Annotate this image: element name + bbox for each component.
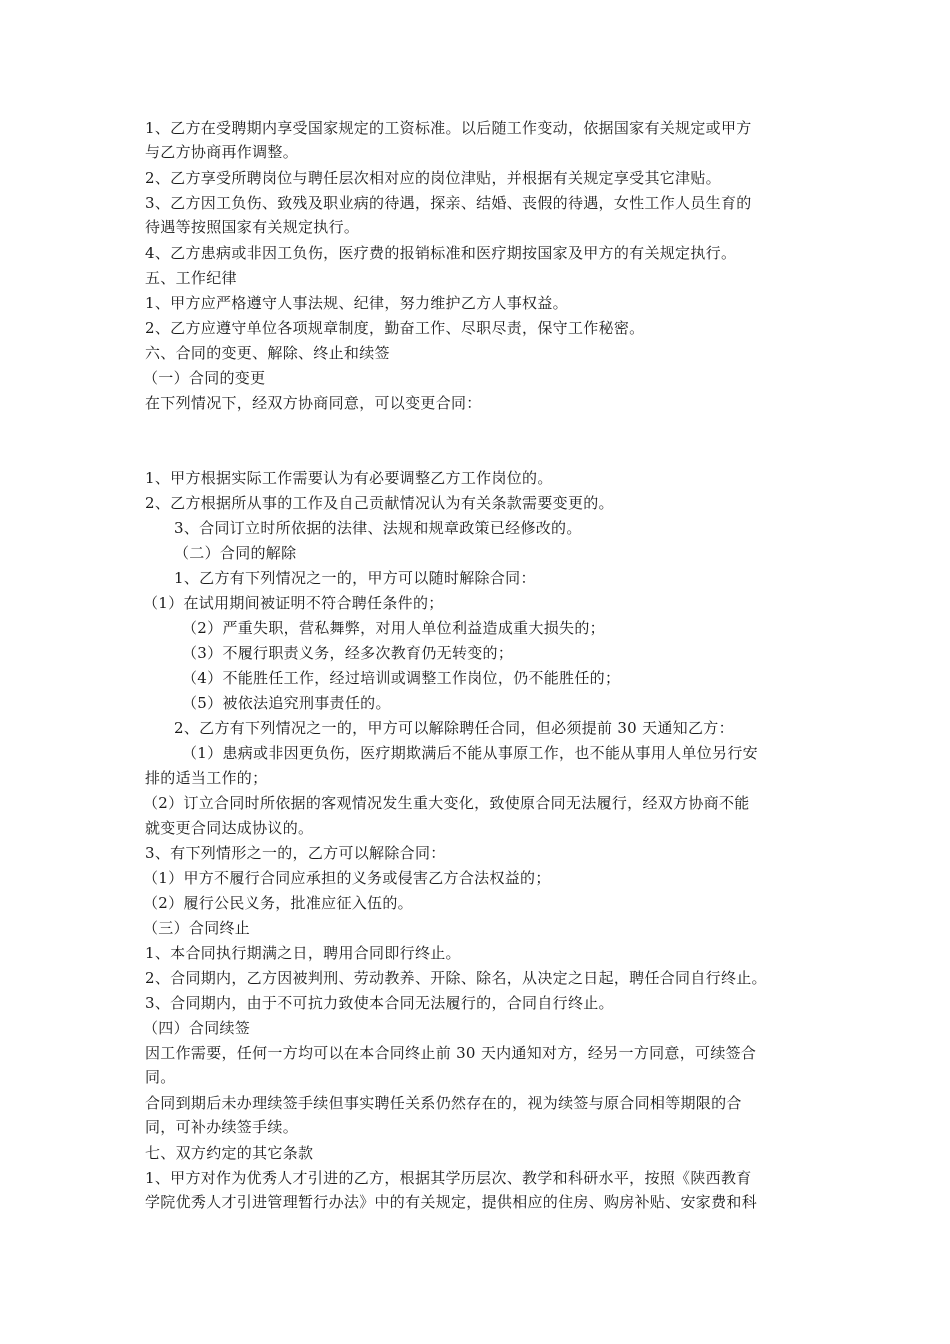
text-line: 合同到期后未办理续签手续但事实聘任关系仍然存在的，视为续签与原合同相等期限的合 [145,1094,742,1112]
text-line: （2）严重失职，营私舞弊，对用人单位利益造成重大损失的； [182,619,605,637]
text-line: 1、甲方对作为优秀人才引进的乙方，根据其学历层次、教学和科研水平，按照《陕西教育 [145,1169,752,1187]
text-line: 2、乙方有下列情况之一的，甲方可以解除聘任合同，但必须提前 30 天通知乙方： [174,719,734,737]
text-line: 1、本合同执行期满之日，聘用合同即行终止。 [145,944,461,962]
text-line: 2、乙方根据所从事的工作及自己贡献情况认为有关条款需要变更的。 [145,494,614,512]
text-line: 同。 [145,1068,176,1086]
text-line: （2）履行公民义务，批准应征入伍的。 [143,894,413,912]
text-line: 1、甲方根据实际工作需要认为有必要调整乙方工作岗位的。 [145,469,553,487]
text-line: 在下列情况下，经双方协商同意，可以变更合同： [145,394,482,412]
text-line: 因工作需要，任何一方均可以在本合同终止前 30 天内通知对方，经另一方同意，可续签合 [145,1044,757,1062]
text-line: 3、乙方因工负伤、致残及职业病的待遇，探亲、结婚、丧假的待遇，女性工作人员生育的 [145,194,752,212]
subsection-heading: （二）合同的解除 [174,544,297,562]
text-line: （2）订立合同时所依据的客观情况发生重大变化，致使原合同无法履行，经双方协商不能 [143,794,750,812]
text-line: 就变更合同达成协议的。 [145,819,314,837]
section-heading: 五、工作纪律 [145,269,237,287]
text-line: 排的适当工作的； [145,769,268,787]
text-line: 与乙方协商再作调整。 [145,143,299,161]
text-line: 3、合同期内，由于不可抗力致使本合同无法履行的，合同自行终止。 [145,994,614,1012]
text-line: 3、合同订立时所依据的法律、法规和规章政策已经修改的。 [174,519,582,537]
text-line: 1、乙方在受聘期内享受国家规定的工资标准。以后随工作变动，依据国家有关规定或甲方 [145,119,752,137]
text-line: 2、乙方享受所聘岗位与聘任层次相对应的岗位津贴，并根据有关规定享受其它津贴。 [145,169,721,187]
text-line: （1）甲方不履行合同应承担的义务或侵害乙方合法权益的； [143,869,551,887]
text-line: 学院优秀人才引进管理暂行办法》中的有关规定，提供相应的住房、购房补贴、安家费和科 [145,1193,758,1211]
text-line: 2、合同期内，乙方因被判刑、劳动教养、开除、除名，从决定之日起，聘任合同自行终止。 [145,969,767,987]
text-line: 1、乙方有下列情况之一的，甲方可以随时解除合同： [174,569,536,587]
section-heading: 六、合同的变更、解除、终止和续签 [145,344,390,362]
text-line: 同，可补办续签手续。 [145,1118,299,1136]
text-line: （4）不能胜任工作，经过培训或调整工作岗位，仍不能胜任的； [182,669,621,687]
text-line: 待遇等按照国家有关规定执行。 [145,218,360,236]
text-line: （3）不履行职责义务，经多次教育仍无转变的； [182,644,514,662]
text-line: （1）患病或非因更负伤，医疗期欺满后不能从事原工作，也不能从事用人单位另行安 [182,744,758,762]
text-line: 1、甲方应严格遵守人事法规、纪律，努力维护乙方人事权益。 [145,294,568,312]
text-line: 3、有下列情形之一的，乙方可以解除合同： [145,844,446,862]
text-line: （5）被依法追究刑事责任的。 [182,694,391,712]
text-line: 4、乙方患病或非因工负伤，医疗费的报销标准和医疗期按国家及甲方的有关规定执行。 [145,244,737,262]
section-heading: 七、双方约定的其它条款 [145,1144,314,1162]
text-line: （1）在试用期间被证明不符合聘任条件的； [143,594,444,612]
subsection-heading: （一）合同的变更 [143,369,266,387]
subsection-heading: （三）合同终止 [143,919,251,937]
text-line: 2、乙方应遵守单位各项规章制度，勤奋工作、尽职尽责，保守工作秘密。 [145,319,645,337]
subsection-heading: （四）合同续签 [143,1019,251,1037]
